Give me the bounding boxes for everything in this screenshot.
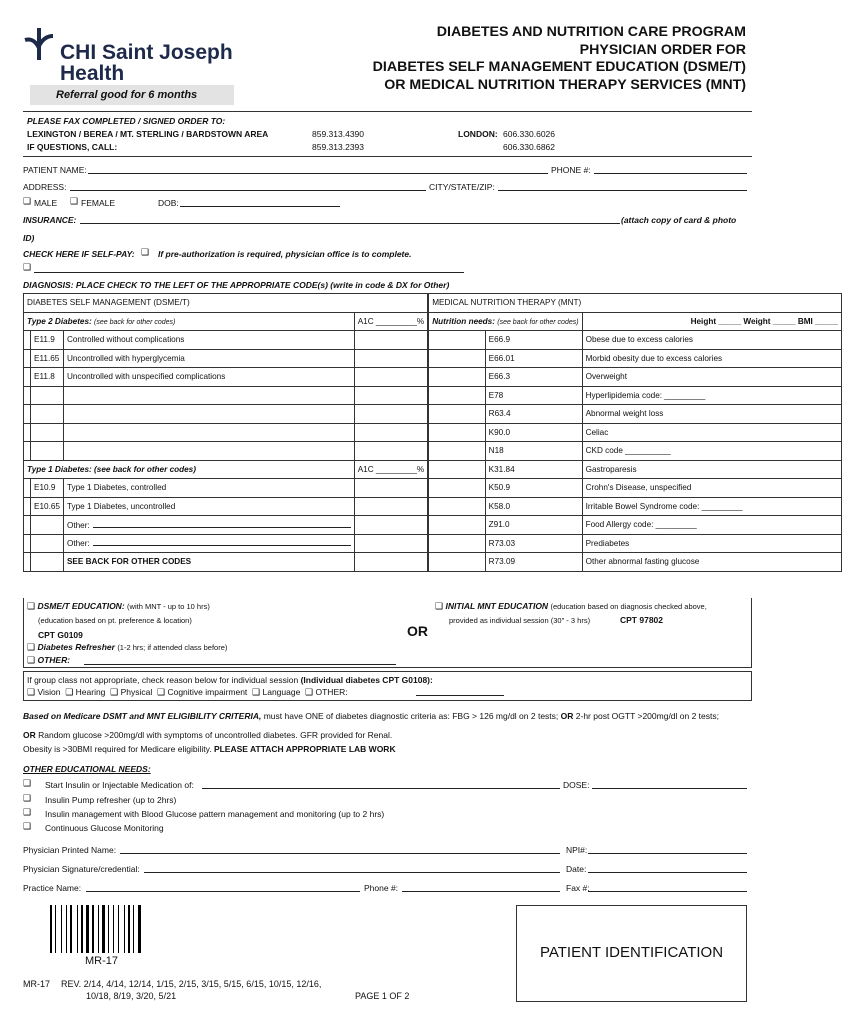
fax-locations: LEXINGTON / BEREA / MT. STERLING / BARDSTOWN AREA	[27, 129, 269, 139]
form-number: MR-17	[23, 979, 51, 989]
desc-cell: Gastroparesis	[582, 460, 841, 479]
desc-cell: Type 1 Diabetes, controlled	[63, 479, 354, 498]
criteria-bold: Based on Medicare DSMT and MNT ELIGIBILITY CRITERIA,	[23, 711, 262, 721]
code-checkbox[interactable]	[428, 349, 485, 368]
code-cell: K58.0	[485, 497, 582, 516]
table-row	[24, 423, 842, 442]
title-line: DIABETES SELF MANAGEMENT EDUCATION (DSME/T)	[372, 59, 746, 75]
insulin-mgmt-label: Insulin management with Blood Glucose pattern management and monitoring (up to 2 hrs)	[45, 809, 385, 819]
london-label: LONDON:	[458, 129, 498, 139]
desc-cell: Hyperlipidemia code: _________	[582, 386, 841, 405]
group-options	[27, 687, 348, 698]
criteria-line-3	[23, 744, 396, 754]
form-title	[286, 24, 746, 94]
code-cell: E11.9	[31, 331, 64, 350]
type1-header: Type 1 Diabetes: (see back for other codes)	[24, 460, 355, 479]
referral-note: Referral good for 6 months	[30, 85, 234, 105]
code-cell: K31.84	[485, 460, 582, 479]
printed-name-label: Physician Printed Name:	[23, 845, 117, 855]
printed-name-field[interactable]	[120, 844, 560, 854]
code-cell	[31, 423, 64, 442]
code-checkbox[interactable]	[24, 368, 31, 387]
pump-checkbox[interactable]: ❑	[23, 794, 32, 804]
code-checkbox[interactable]	[24, 405, 31, 424]
code-checkbox[interactable]	[428, 386, 485, 405]
cognitive-checkbox[interactable]: ❑	[157, 688, 166, 698]
desc-cell: Overweight	[582, 368, 841, 387]
criteria-text: 2-hr post OGTT >200mg/dl on 2 tests;	[573, 711, 719, 721]
diagnosis-table	[23, 293, 842, 572]
type2-label: Type 2 Diabetes:	[27, 316, 92, 326]
table-row	[24, 534, 842, 553]
type2-header	[24, 312, 355, 331]
page-number: PAGE 1 OF 2	[355, 991, 410, 1001]
fax-field[interactable]	[588, 882, 747, 892]
practice-phone-label: Phone #:	[364, 883, 399, 893]
code-checkbox[interactable]	[428, 460, 485, 479]
other-label: Other:	[66, 520, 90, 530]
code-checkbox[interactable]	[428, 331, 485, 350]
preauth-note: If pre-authorization is required, physician office is to complete.	[158, 249, 412, 259]
title-line: OR MEDICAL NUTRITION THERAPY SERVICES (MNT)	[384, 76, 746, 93]
blank-cell	[354, 479, 428, 498]
mnt-checkbox[interactable]: ❑	[435, 602, 444, 612]
other-ed-heading: OTHER EDUCATIONAL NEEDS:	[23, 764, 151, 774]
barcode	[50, 905, 162, 953]
group-box	[23, 671, 752, 701]
other-field[interactable]	[93, 538, 351, 546]
revision-line-1: REV. 2/14, 4/14, 12/14, 1/15, 2/15, 3/15, 5/15, 6/15, 10/15, 12/16,	[61, 979, 322, 989]
code-cell: E66.01	[485, 349, 582, 368]
dose-label: DOSE:	[563, 780, 590, 790]
code-cell: R73.03	[485, 534, 582, 553]
male-checkbox[interactable]: ❑	[23, 197, 32, 207]
code-cell: N18	[485, 442, 582, 461]
logo-text-2: Health	[60, 62, 125, 85]
call-phone: 859.313.2393	[312, 142, 364, 152]
practice-label: Practice Name:	[23, 883, 82, 893]
desc-cell: Other abnormal fasting glucose	[582, 553, 841, 572]
patient-name-label: PATIENT NAME:	[23, 165, 87, 175]
barcode-bar	[133, 905, 134, 953]
criteria-line-1	[23, 711, 719, 721]
code-cell: E66.9	[485, 331, 582, 350]
mnt-header: MEDICAL NUTRITION THERAPY (MNT)	[428, 294, 841, 313]
desc-cell	[63, 386, 354, 405]
barcode-bar	[124, 905, 125, 953]
london-phone: 606.330.6862	[503, 142, 555, 152]
start-insulin-field[interactable]	[202, 779, 560, 789]
code-checkbox[interactable]	[428, 368, 485, 387]
dose-field[interactable]	[592, 779, 747, 789]
desc-cell: Obese due to excess calories	[582, 331, 841, 350]
criteria-lab: PLEASE ATTACH APPROPRIATE LAB WORK	[213, 744, 396, 754]
refresher-checkbox[interactable]: ❑	[27, 643, 36, 653]
dsmet-note2: (education based on pt. preference & location)	[38, 616, 192, 625]
code-checkbox[interactable]	[428, 442, 485, 461]
table-row	[24, 553, 842, 572]
code-cell	[31, 442, 64, 461]
dsmet-checkbox[interactable]: ❑	[27, 602, 36, 612]
attach-note-id: ID)	[23, 233, 35, 243]
code-checkbox[interactable]	[24, 516, 31, 535]
fax-phone: 859.313.4390	[312, 129, 364, 139]
type2-a1c[interactable]: A1C _________%	[354, 312, 428, 331]
barcode-bar	[128, 905, 130, 953]
group-cpt: (Individual diabetes CPT G0108):	[300, 675, 433, 685]
table-row	[24, 331, 842, 350]
code-cell: K50.9	[485, 479, 582, 498]
blank-cell	[354, 368, 428, 387]
blank-cell	[354, 386, 428, 405]
barcode-label: MR-17	[85, 955, 119, 967]
cognitive-label: Cognitive impairment	[167, 687, 248, 697]
cpt-97802: CPT 97802	[620, 615, 663, 625]
mnt-label: INITIAL MNT EDUCATION	[445, 601, 549, 611]
practice-field[interactable]	[86, 882, 360, 892]
code-checkbox[interactable]	[24, 331, 31, 350]
code-checkbox[interactable]	[428, 516, 485, 535]
criteria-line-2	[23, 730, 392, 740]
barcode-bar	[138, 905, 141, 953]
barcode-bar	[81, 905, 83, 953]
patient-id-box: PATIENT IDENTIFICATION	[516, 905, 747, 1002]
female-label: FEMALE	[81, 198, 116, 208]
start-insulin-checkbox[interactable]: ❑	[23, 779, 32, 789]
table-row	[24, 349, 842, 368]
refresher-label: Diabetes Refresher	[37, 642, 115, 652]
code-checkbox[interactable]	[428, 479, 485, 498]
code-checkbox[interactable]	[24, 349, 31, 368]
other-label: Other:	[66, 539, 90, 549]
code-checkbox[interactable]	[428, 497, 485, 516]
code-cell: E66.3	[485, 368, 582, 387]
desc-cell: Controlled without complications	[63, 331, 354, 350]
code-checkbox[interactable]	[24, 386, 31, 405]
barcode-bar	[70, 905, 72, 953]
desc-cell: Prediabetes	[582, 534, 841, 553]
cgm-checkbox[interactable]: ❑	[23, 822, 32, 832]
fax-box	[23, 111, 752, 157]
language-label: Language	[262, 687, 301, 697]
barcode-bar	[102, 905, 105, 953]
vision-checkbox[interactable]: ❑	[27, 688, 36, 698]
barcode-bar	[98, 905, 99, 953]
code-cell: E10.65	[31, 497, 64, 516]
hearing-label: Hearing	[75, 687, 106, 697]
insurance-field[interactable]	[80, 214, 620, 224]
group-other-checkbox[interactable]: ❑	[305, 688, 314, 698]
desc-cell: Type 1 Diabetes, uncontrolled	[63, 497, 354, 516]
desc-cell: Uncontrolled with hyperglycemia	[63, 349, 354, 368]
city-label: CITY/STATE/ZIP:	[429, 182, 495, 192]
group-text: If group class not appropriate, check reason below for individual session	[27, 675, 299, 685]
pump-label: Insulin Pump refresher (up to 2hrs)	[45, 795, 177, 805]
criteria-or: OR	[560, 711, 574, 721]
barcode-bar	[108, 905, 109, 953]
mnt-note: (education based on diagnosis checked above,	[550, 602, 707, 611]
start-insulin-label: Start Insulin or Injectable Medication of:	[45, 780, 194, 790]
preauth-field[interactable]	[34, 263, 464, 273]
desc-cell: Abnormal weight loss	[582, 405, 841, 424]
desc-cell: Irritable Bowel Syndrome code: _________	[582, 497, 841, 516]
mnt-note2: provided as individual session (30" - 3 hrs)	[449, 616, 591, 625]
code-checkbox[interactable]	[428, 534, 485, 553]
type1-a1c[interactable]: A1C _________%	[354, 460, 428, 479]
address-field[interactable]	[70, 181, 426, 191]
code-cell	[31, 516, 64, 535]
table-row	[24, 368, 842, 387]
desc-cell: Morbid obesity due to excess calories	[582, 349, 841, 368]
table-row	[24, 516, 842, 535]
dsmet-label: DSME/T EDUCATION:	[37, 601, 125, 611]
logo-mark-icon	[22, 26, 58, 62]
criteria-text: must have ONE of diabetes diagnostic criteria as: FBG > 126 mg/dl on 2 tests;	[261, 711, 561, 721]
code-cell: Z91.0	[485, 516, 582, 535]
physical-checkbox[interactable]: ❑	[110, 688, 119, 698]
date-label: Date:	[566, 864, 587, 874]
type2-note: (see back for other codes)	[94, 318, 176, 326]
criteria-text: Random glucose >200mg/dl with symptoms of uncontrolled diabetes. GFR provided for Renal.	[35, 730, 393, 740]
blank-cell	[354, 553, 428, 572]
dob-field[interactable]	[180, 197, 340, 207]
hearing-checkbox[interactable]: ❑	[65, 688, 74, 698]
group-other-label: OTHER:	[315, 687, 348, 697]
code-cell: E11.8	[31, 368, 64, 387]
code-cell: R63.4	[485, 405, 582, 424]
desc-cell: Food Allergy code: _________	[582, 516, 841, 535]
other-checkbox[interactable]: ❑	[27, 656, 36, 666]
table-row	[24, 479, 842, 498]
blank-cell	[354, 442, 428, 461]
code-cell	[31, 534, 64, 553]
vision-label: Vision	[37, 687, 61, 697]
barcode-bar	[86, 905, 89, 953]
table-row	[24, 497, 842, 516]
london-fax: 606.330.6026	[503, 129, 555, 139]
hwb-field[interactable]	[582, 312, 841, 331]
logo-text-1: CHI Saint Joseph	[60, 41, 233, 64]
desc-cell: Celiac	[582, 423, 841, 442]
code-cell: E11.65	[31, 349, 64, 368]
logo	[22, 26, 242, 86]
code-cell: R73.09	[485, 553, 582, 572]
dsme-header: DIABETES SELF MANAGEMENT (DSME/T)	[24, 294, 429, 313]
blank-cell	[354, 497, 428, 516]
code-cell: K90.0	[485, 423, 582, 442]
code-checkbox[interactable]	[24, 479, 31, 498]
code-cell: E10.9	[31, 479, 64, 498]
title-line: PHYSICIAN ORDER FOR	[579, 41, 746, 58]
insulin-mgmt-checkbox[interactable]: ❑	[23, 808, 32, 818]
barcode-bar	[66, 905, 67, 953]
signature-field[interactable]	[144, 863, 560, 873]
code-checkbox[interactable]	[428, 405, 485, 424]
diagnosis-heading: DIAGNOSIS: PLACE CHECK TO THE LEFT OF THE APPROPRIATE CODE(s) (write in code & DX for Other)	[23, 280, 450, 290]
female-checkbox[interactable]: ❑	[70, 197, 79, 207]
blank-cell	[354, 516, 428, 535]
code-cell	[31, 553, 64, 572]
self-pay-checkbox[interactable]: ❑	[141, 248, 150, 258]
barcode-bar	[118, 905, 119, 953]
patient-name-field[interactable]	[88, 164, 548, 174]
desc-cell	[63, 516, 354, 535]
blank-cell	[354, 331, 428, 350]
nutrition-note: (see back for other codes)	[497, 318, 579, 326]
code-cell: E78	[485, 386, 582, 405]
group-other-field[interactable]	[416, 686, 504, 696]
cgm-label: Continuous Glucose Monitoring	[45, 823, 164, 833]
table-row	[24, 386, 842, 405]
phone-label: PHONE #:	[551, 165, 591, 175]
table-row	[24, 405, 842, 424]
physical-label: Physical	[120, 687, 153, 697]
title-line: DIABETES AND NUTRITION CARE PROGRAM	[436, 24, 746, 40]
hwb-label: Height _____ Weight _____ BMI _____	[690, 316, 838, 326]
blank-cell	[354, 405, 428, 424]
cpt-g0109: CPT G0109	[38, 630, 83, 640]
other-field[interactable]	[84, 655, 396, 665]
date-field[interactable]	[588, 863, 747, 873]
or-label: OR	[407, 623, 428, 639]
preauth-checkbox[interactable]: ❑	[23, 263, 32, 273]
nutrition-label: Nutrition needs:	[432, 316, 495, 326]
barcode-bar	[50, 905, 52, 953]
self-pay-label: CHECK HERE IF SELF-PAY:	[23, 249, 135, 259]
desc-cell	[63, 405, 354, 424]
code-checkbox[interactable]	[24, 534, 31, 553]
npi-label: NPI#:	[566, 845, 588, 855]
criteria-or: OR	[23, 730, 36, 740]
barcode-bar	[92, 905, 94, 953]
barcode-bar	[55, 905, 56, 953]
desc-cell: CKD code __________	[582, 442, 841, 461]
code-checkbox[interactable]	[24, 553, 31, 572]
code-checkbox[interactable]	[24, 442, 31, 461]
criteria-text: Obesity is >30BMI required for Medicare eligibility.	[23, 744, 214, 754]
dob-label: DOB:	[158, 198, 179, 208]
desc-cell: Crohn's Disease, unspecified	[582, 479, 841, 498]
desc-cell: Uncontrolled with unspecified complications	[63, 368, 354, 387]
table-row	[24, 442, 842, 461]
nutrition-header	[428, 312, 582, 331]
language-checkbox[interactable]: ❑	[252, 688, 261, 698]
address-label: ADDRESS:	[23, 182, 67, 192]
barcode-bar	[113, 905, 114, 953]
code-checkbox[interactable]	[428, 553, 485, 572]
desc-cell	[63, 423, 354, 442]
education-box	[23, 598, 752, 668]
dsmet-note: (with MNT - up to 10 hrs)	[127, 602, 210, 611]
insurance-label: INSURANCE:	[23, 215, 77, 225]
code-checkbox[interactable]	[24, 423, 31, 442]
attach-note: (attach copy of card & photo	[621, 215, 737, 225]
barcode-bar	[61, 905, 62, 953]
fax-label: Fax #:	[566, 883, 590, 893]
phone-field[interactable]	[594, 164, 747, 174]
refresher-note: (1-2 hrs; if attended class before)	[117, 643, 228, 652]
barcode-bar	[77, 905, 78, 953]
signature-label: Physician Signature/credential:	[23, 864, 140, 874]
blank-cell	[354, 349, 428, 368]
desc-cell	[63, 442, 354, 461]
fax-heading: PLEASE FAX COMPLETED / SIGNED ORDER TO:	[27, 116, 226, 126]
fax-questions: IF QUESTIONS, CALL:	[27, 142, 118, 152]
npi-field[interactable]	[588, 844, 747, 854]
see-back-note: SEE BACK FOR OTHER CODES	[63, 553, 354, 572]
revision-line-2: 10/18, 8/19, 3/20, 5/21	[86, 991, 177, 1001]
code-checkbox[interactable]	[428, 423, 485, 442]
male-label: MALE	[34, 198, 58, 208]
other-field[interactable]	[93, 520, 351, 528]
blank-cell	[354, 534, 428, 553]
code-checkbox[interactable]	[24, 497, 31, 516]
practice-phone-field[interactable]	[402, 882, 560, 892]
code-cell	[31, 405, 64, 424]
other-label: OTHER:	[37, 655, 71, 665]
city-field[interactable]	[498, 181, 747, 191]
desc-cell	[63, 534, 354, 553]
code-cell	[31, 386, 64, 405]
blank-cell	[354, 423, 428, 442]
